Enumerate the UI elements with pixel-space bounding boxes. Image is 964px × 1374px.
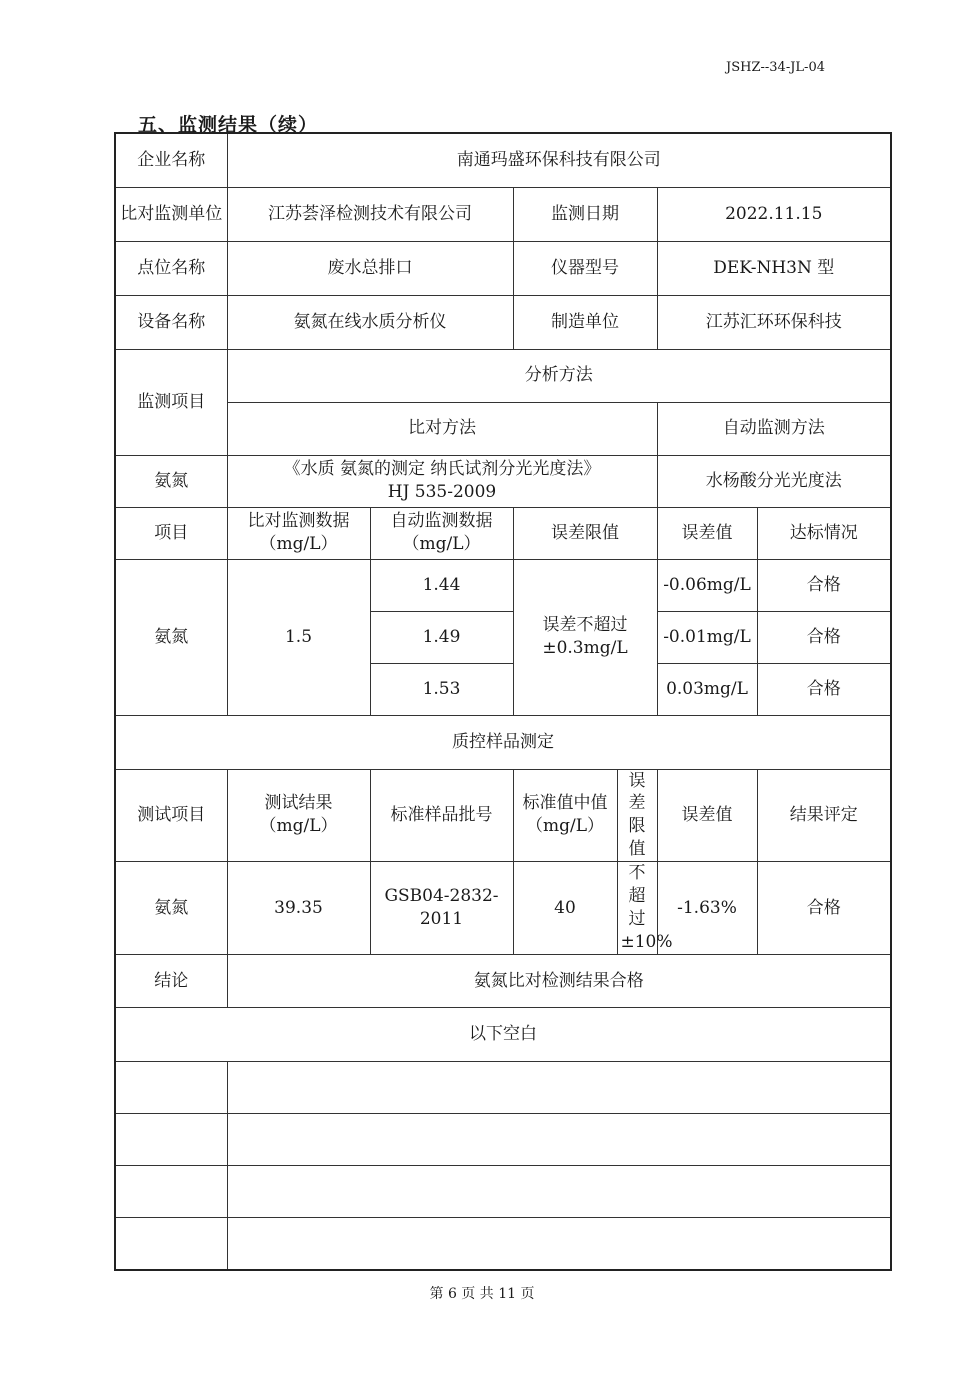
analysis-header-row	[115, 349, 891, 402]
method-parameter: 氨氮	[115, 455, 227, 507]
qc-evaluation-header: 结果评定	[757, 769, 891, 862]
compare-method-label: 比对方法	[227, 402, 657, 455]
qc-data-row	[115, 862, 891, 955]
qc-limit-header: 误差限值	[617, 769, 657, 862]
auto-value: 1.49	[370, 611, 513, 663]
monitor-item-label: 监测项目	[115, 349, 227, 455]
device-row	[115, 295, 891, 349]
compare-method-cell	[227, 455, 657, 507]
device-value: 氨氮在线水质分析仪	[227, 295, 513, 349]
enterprise-value: 南通玛盛环保科技有限公司	[227, 133, 891, 187]
blank-note: 以下空白	[115, 1008, 891, 1062]
section-title: 五、监测结果（续）	[138, 114, 319, 136]
qc-batch-header: 标准样品批号	[370, 769, 513, 862]
point-label: 点位名称	[115, 241, 227, 295]
status-value: 合格	[757, 559, 891, 611]
maker-value: 江苏汇环环保科技	[657, 295, 891, 349]
point-row	[115, 241, 891, 295]
conclusion-label: 结论	[115, 955, 227, 1008]
result-row	[115, 559, 891, 611]
enterprise-row	[115, 133, 891, 187]
qc-item-header: 测试项目	[115, 769, 227, 862]
compare-data-header: 比对监测数据（mg/L）	[227, 507, 370, 559]
results-header-row	[115, 507, 891, 559]
qc-error-header: 误差值	[657, 769, 757, 862]
enterprise-label: 企业名称	[115, 133, 227, 187]
compare-method-standard: HJ 535-2009	[387, 482, 497, 502]
point-value: 废水总排口	[227, 241, 513, 295]
status-value: 合格	[757, 663, 891, 715]
document-code: JSHZ--34-JL-04	[726, 60, 825, 75]
device-label: 设备名称	[115, 295, 227, 349]
qc-error: -1.63%	[657, 862, 757, 955]
qc-batch: GSB04-2832-2011	[370, 862, 513, 955]
qc-result: 39.35	[227, 862, 370, 955]
qc-title: 质控样品测定	[115, 715, 891, 769]
auto-method-label: 自动监测方法	[657, 402, 891, 455]
compare-unit-label: 比对监测单位	[115, 187, 227, 241]
error-value: -0.06mg/L	[657, 559, 757, 611]
model-value: DEK-NH3N 型	[657, 241, 891, 295]
qc-header-row	[115, 769, 891, 862]
limit-value: 误差不超过±0.3mg/L	[513, 559, 657, 715]
auto-value: 1.53	[370, 663, 513, 715]
monitor-date-label: 监测日期	[513, 187, 657, 241]
auto-value: 1.44	[370, 559, 513, 611]
error-header: 误差值	[657, 507, 757, 559]
analysis-method-label: 分析方法	[227, 349, 891, 402]
auto-data-header: 自动监测数据（mg/L）	[370, 507, 513, 559]
qc-limit: 不超过±10%	[617, 862, 657, 955]
qc-title-row	[115, 715, 891, 769]
empty-row	[115, 1218, 891, 1270]
error-value: -0.01mg/L	[657, 611, 757, 663]
limit-header: 误差限值	[513, 507, 657, 559]
model-label: 仪器型号	[513, 241, 657, 295]
status-value: 合格	[757, 611, 891, 663]
conclusion-row	[115, 955, 891, 1008]
qc-evaluation: 合格	[757, 862, 891, 955]
monitor-date-value: 2022.11.15	[657, 187, 891, 241]
compare-unit-value: 江苏荟泽检测技术有限公司	[227, 187, 513, 241]
results-item-header: 项目	[115, 507, 227, 559]
page-number: 第 6 页 共 11 页	[429, 1286, 535, 1302]
results-parameter: 氨氮	[115, 559, 227, 715]
qc-item: 氨氮	[115, 862, 227, 955]
monitoring-results-table	[114, 132, 892, 1271]
empty-row	[115, 1114, 891, 1166]
method-header-row	[115, 402, 891, 455]
maker-label: 制造单位	[513, 295, 657, 349]
qc-std-value: 40	[513, 862, 617, 955]
qc-std-value-header: 标准值中值（mg/L）	[513, 769, 617, 862]
qc-result-header: 测试结果（mg/L）	[227, 769, 370, 862]
compare-value: 1.5	[227, 559, 370, 715]
compare-method-name: 《水质 氨氮的测定 纳氏试剂分光光度法》	[283, 459, 601, 480]
compare-unit-row	[115, 187, 891, 241]
conclusion-value: 氨氮比对检测结果合格	[227, 955, 891, 1008]
empty-row	[115, 1062, 891, 1114]
empty-row	[115, 1166, 891, 1218]
method-row	[115, 455, 891, 507]
blank-note-row	[115, 1008, 891, 1062]
status-header: 达标情况	[757, 507, 891, 559]
auto-method-value: 水杨酸分光光度法	[657, 455, 891, 507]
error-value: 0.03mg/L	[657, 663, 757, 715]
